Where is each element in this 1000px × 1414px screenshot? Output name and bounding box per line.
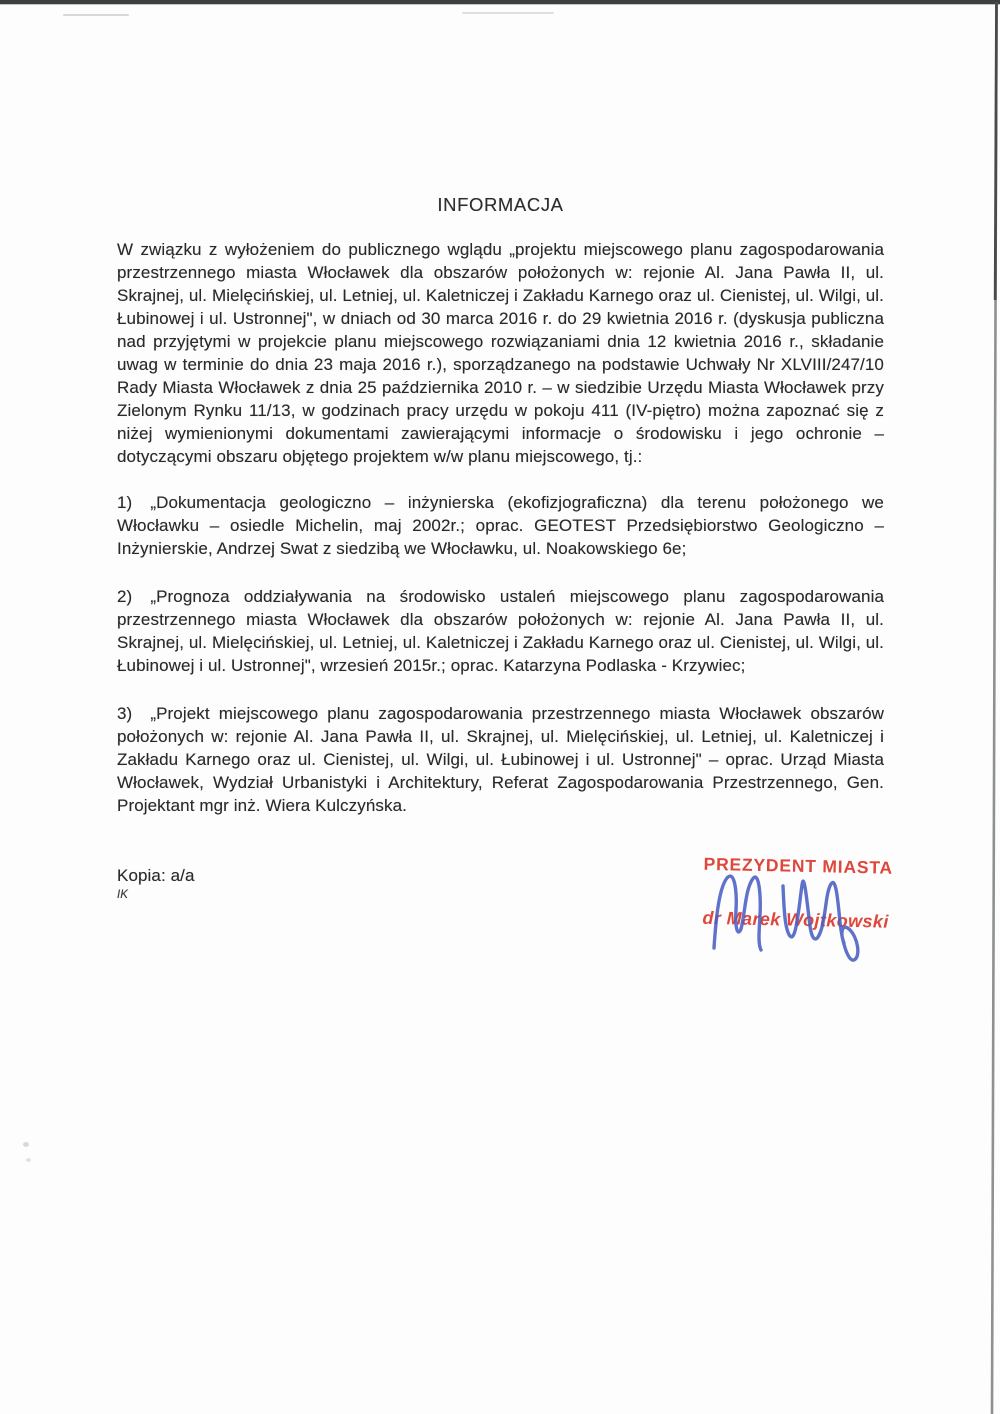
president-stamp (702, 854, 914, 933)
list-item-1-text: „Dokumentacja geologiczno – inżynierska (ekofizjograficzna) dla terenu położonego we Włocławku – osiedle Michelin, maj 2002r.; oprac. GEOTEST Przedsiębiorstwo Geologiczno – Inżynierskie, Andrzej Swat z siedzibą we Włocławku, ul. Noakowskiego 6e; (117, 493, 884, 558)
list-item-2-number: 2) (117, 587, 133, 606)
list-item-3 (117, 702, 884, 817)
list-item-2 (117, 585, 884, 677)
clerk-initials: IK (117, 889, 129, 901)
copy-note: Kopia: a/a (117, 866, 195, 885)
list-item-1 (117, 491, 884, 560)
list-item-3-number: 3) (117, 704, 133, 723)
list-item-3-text: „Projekt miejscowego planu zagospodarowania przestrzennego miasta Włocławek obszarów położonych w: rejonie Al. Jana Pawła II, ul. Skrajnej, ul. Mielęcińskiej, ul. Letniej, ul. Kaletniczej i Zakładu Karnego oraz ul. Cienistej, ul. Wilgi, ul. Łubinowej i ul. Ustronnej" – oprac. Urząd Miasta Włocławek, Wydział Urbanistyki i Architektury, Referat Zagospodarowania Przestrzennego, Gen. Projektant mgr inż. Wiera Kulczyńska. (117, 704, 884, 815)
scan-artifact-streak (63, 14, 129, 16)
stamp-title: PREZYDENT MIASTA (703, 853, 894, 878)
scan-artifact-speck (23, 1142, 29, 1147)
document-title: INFORMACJA (437, 194, 564, 215)
intro-paragraph: W związku z wyłożeniem do publicznego wglądu „projektu miejscowego planu zagospodarowania przestrzennego miasta Włocławek dla obszarów położonych w: rejonie Al. Jana Pawła II, ul. Skrajnej, ul. Mielęcińskiej, ul. Letniej, ul. Kaletniczej i Zakładu Karnego oraz ul. Cienistej, ul. Wilgi, ul. Łubinowej i ul. Ustronnej", w dniach od 30 marca 2016 r. do 29 kwietnia 2016 r. (dyskusja publiczna nad przyjętymi w projekcie planu miejscowego rozwiązaniami dnia 12 kwietnia 2016 r., składanie uwag w terminie do dnia 23 maja 2016 r.), sporządzanego na podstawie Uchwały Nr XLVIII/247/10 Rady Miasta Włocławek z dnia 25 października 2010 r. – w siedzibie Urzędu Miasta Włocławek przy Zielonym Rynku 11/13, w godzinach pracy urzędu w pokoju 411 (IV-piętro) można zapoznać się z niżej wymienionymi dokumentami zawierającymi informacje o środowisku i jego ochronie – dotyczącymi obszaru objętego projektem w/w planu miejscowego, tj.: (117, 240, 884, 466)
scan-artifact-speck (26, 1158, 31, 1162)
scan-edge-top-band (0, 0, 1000, 4)
scan-artifact-streak (462, 12, 554, 14)
list-item-2-text: „Prognoza oddziaływania na środowisko ustaleń miejscowego planu zagospodarowania przestrzennego miasta Włocławek dla obszarów położonych w: rejonie Al. Jana Pawła II, ul. Skrajnej, ul. Mielęcińskiej, ul. Letniej, ul. Kaletniczej i Zakładu Karnego oraz ul. Cienistej, ul. Wilgi, ul. Łubinowej i ul. Ustronnej", wrzesień 2015r.; oprac. Katarzyna Podlaska - Krzywiec; (117, 587, 884, 675)
document-body (117, 193, 884, 902)
list-item-1-number: 1) (117, 493, 133, 512)
stamp-name: dr Marek Wojtkowski (702, 907, 889, 932)
